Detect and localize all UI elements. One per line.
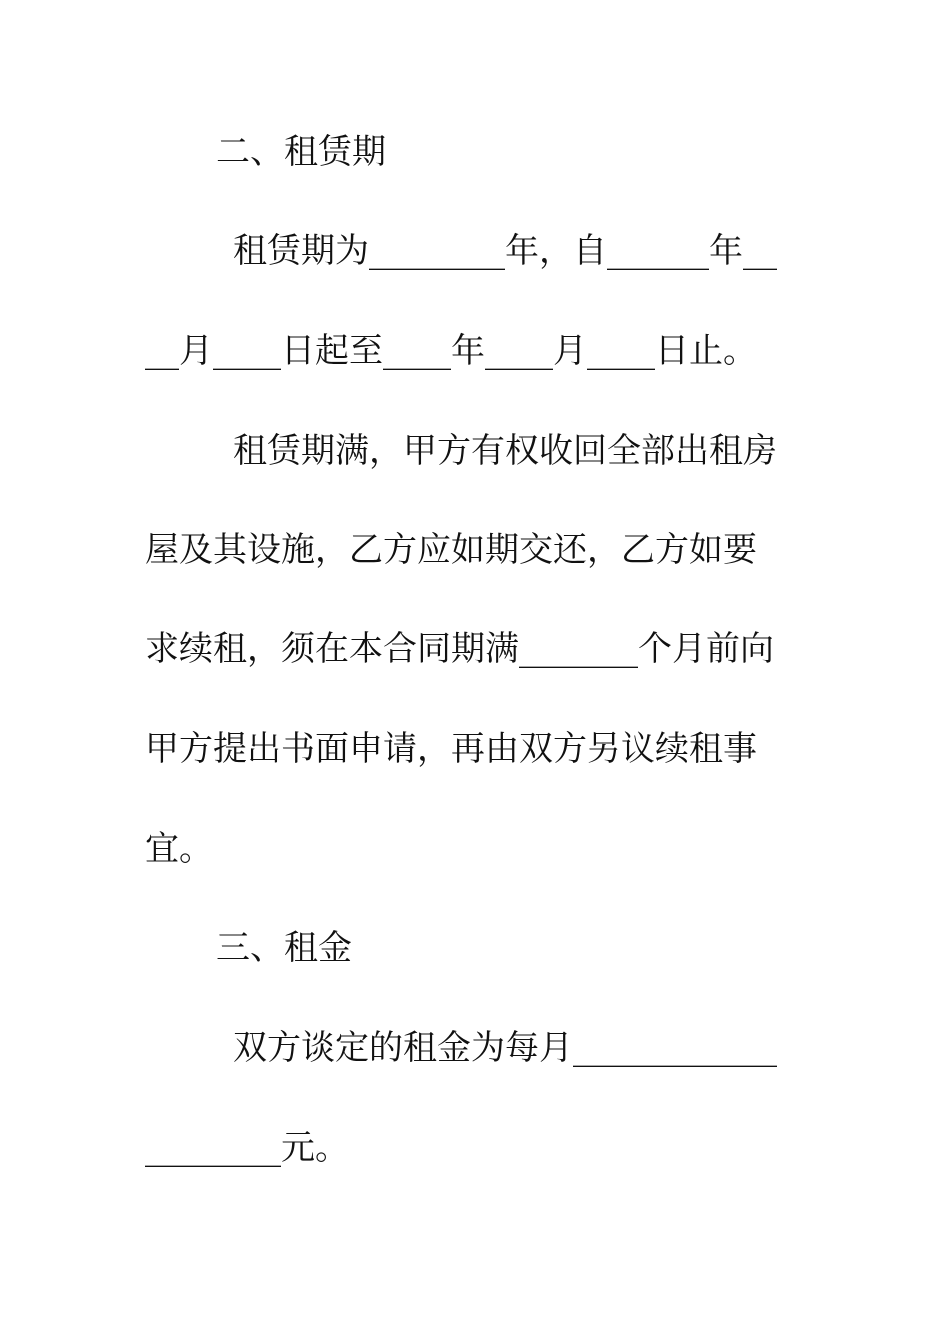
paragraph-line: 甲方提出书面申请，再由双方另议续租事: [145, 729, 757, 769]
paragraph-line: 租赁期为________年，自______年__: [233, 231, 777, 271]
paragraph-line: ________元。: [145, 1128, 349, 1168]
paragraph-line: __月____日起至____年____月____日止。: [145, 331, 757, 371]
paragraph-line: 宜。: [145, 829, 213, 869]
section-heading-lease-term: 二、租赁期: [216, 132, 386, 172]
section-heading-rent: 三、租金: [216, 928, 352, 968]
paragraph-line: 租赁期满，甲方有权收回全部出租房: [233, 431, 777, 471]
paragraph-line: 屋及其设施，乙方应如期交还，乙方如要: [145, 530, 757, 570]
paragraph-line: 双方谈定的租金为每月____________: [233, 1028, 777, 1068]
paragraph-line: 求续租，须在本合同期满_______个月前向: [145, 629, 774, 669]
